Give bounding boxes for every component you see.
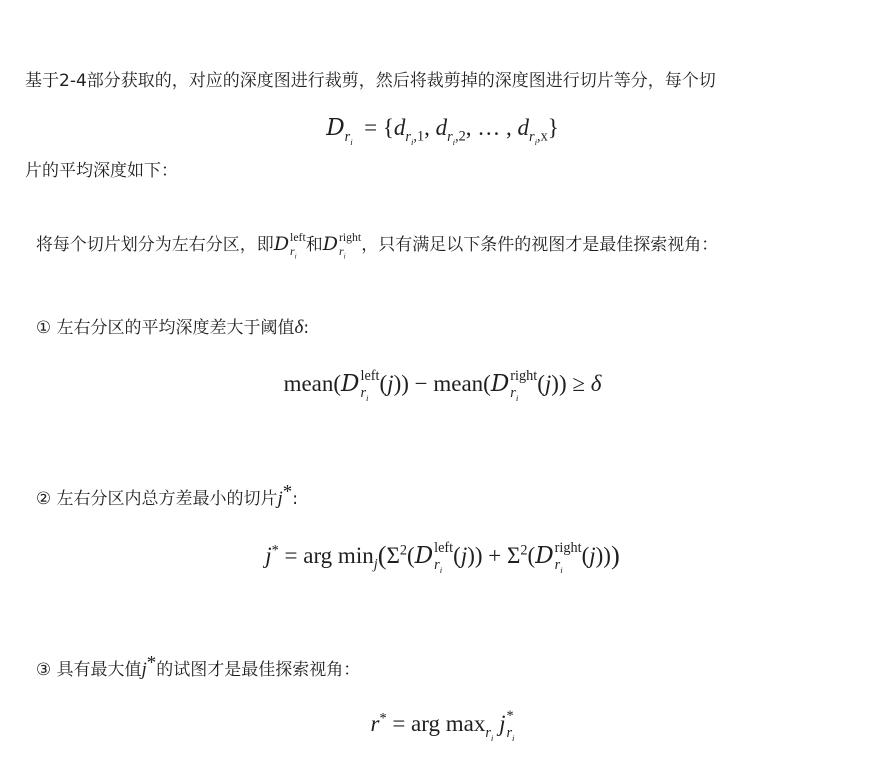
partition-paragraph (25, 199, 865, 260)
eq2-threshold: δ (590, 371, 602, 396)
condition-2 (25, 454, 865, 514)
eq3-sigma-1: Σ (386, 542, 400, 568)
eq3-sigma-2: Σ (507, 542, 521, 568)
condition-2-text: 左右分区内总方差最小的切片 (51, 489, 278, 509)
right-partition-symbol: D right $r_i$ (322, 231, 362, 260)
eq3-power-2: 2 (520, 542, 528, 559)
eq4-var: j (499, 711, 506, 736)
condition-1-end: : (303, 318, 310, 338)
condition-1-text: 左右分区的平均深度差大于阈值 (51, 318, 295, 338)
equation-argmax: r* = arg $\max_{r_i} j$ * $r_i$ (370, 708, 515, 743)
partition-prefix: 将每个切片划分为左右分区，即 (35, 235, 274, 255)
equation-argmin-variance: j* = arg $\min_j(\Sigma^2(D$ left $r_i$ $(j)) + \Sigma^2(D$ right $r_i$ (j))) (265, 540, 620, 575)
eq3-argmin: arg min (303, 542, 374, 568)
condition-2-star: * (282, 481, 293, 503)
eq3-power-1: 2 (399, 542, 408, 559)
right-label: right (338, 231, 362, 245)
mean-left: mean (283, 371, 334, 396)
condition-3-marker: ③ (35, 660, 52, 680)
condition-3-star: * (146, 652, 157, 674)
eq3-lhs: j (265, 542, 272, 568)
equation-depth-set (0, 108, 885, 148)
intro-line-1: 基于2-4部分获取的，对应的深度图进行裁剪，然后将裁剪掉的深度图进行切片等分，每个切 (25, 71, 716, 91)
partition-and: 和 (305, 235, 323, 255)
left-partition-symbol: D left $r_i$ (273, 231, 306, 260)
equation1-body: = {$d_{r_i,1}$, $d_{r_i,2}$, … , $d_{r_i,x}$} (358, 115, 559, 147)
condition-2-end: : (292, 489, 298, 509)
condition-1-delta: δ (294, 317, 304, 338)
condition-3-symbol: j (141, 659, 147, 680)
condition-3-text-after: 的试图才是最佳探索视角： (156, 660, 361, 680)
intro-line-2: 片的平均深度如下： (25, 161, 178, 181)
left-label: left (290, 231, 306, 245)
equation-mean-difference: mean(D left $r_i$ (j)) − mean(D right $r_i$ (j)) ≥ δ (283, 368, 602, 403)
depth-set-sub: r (344, 128, 351, 145)
eq4-lhs: r (370, 711, 380, 736)
eq2-var-1: j (387, 371, 394, 396)
condition-3 (25, 625, 865, 685)
condition-2-marker: ② (35, 489, 52, 509)
condition-3-text-before: 具有最大值 (51, 660, 142, 680)
eq2-var-2: j (544, 371, 552, 396)
eq3-argmin-sub: j (373, 556, 378, 573)
eq2-operator: ≥ (572, 371, 585, 396)
condition-2-symbol: j (277, 488, 283, 509)
condition-1 (25, 283, 865, 343)
mean-right: mean (433, 371, 484, 396)
condition-1-marker: ① (35, 318, 52, 338)
depth-set-sub-sub: i (350, 136, 353, 147)
depth-set-symbol: D (326, 115, 345, 141)
eq4-argmax: arg max (411, 711, 486, 736)
partition-suffix: ，只有满足以下条件的视图才是最佳探索视角： (361, 235, 719, 255)
